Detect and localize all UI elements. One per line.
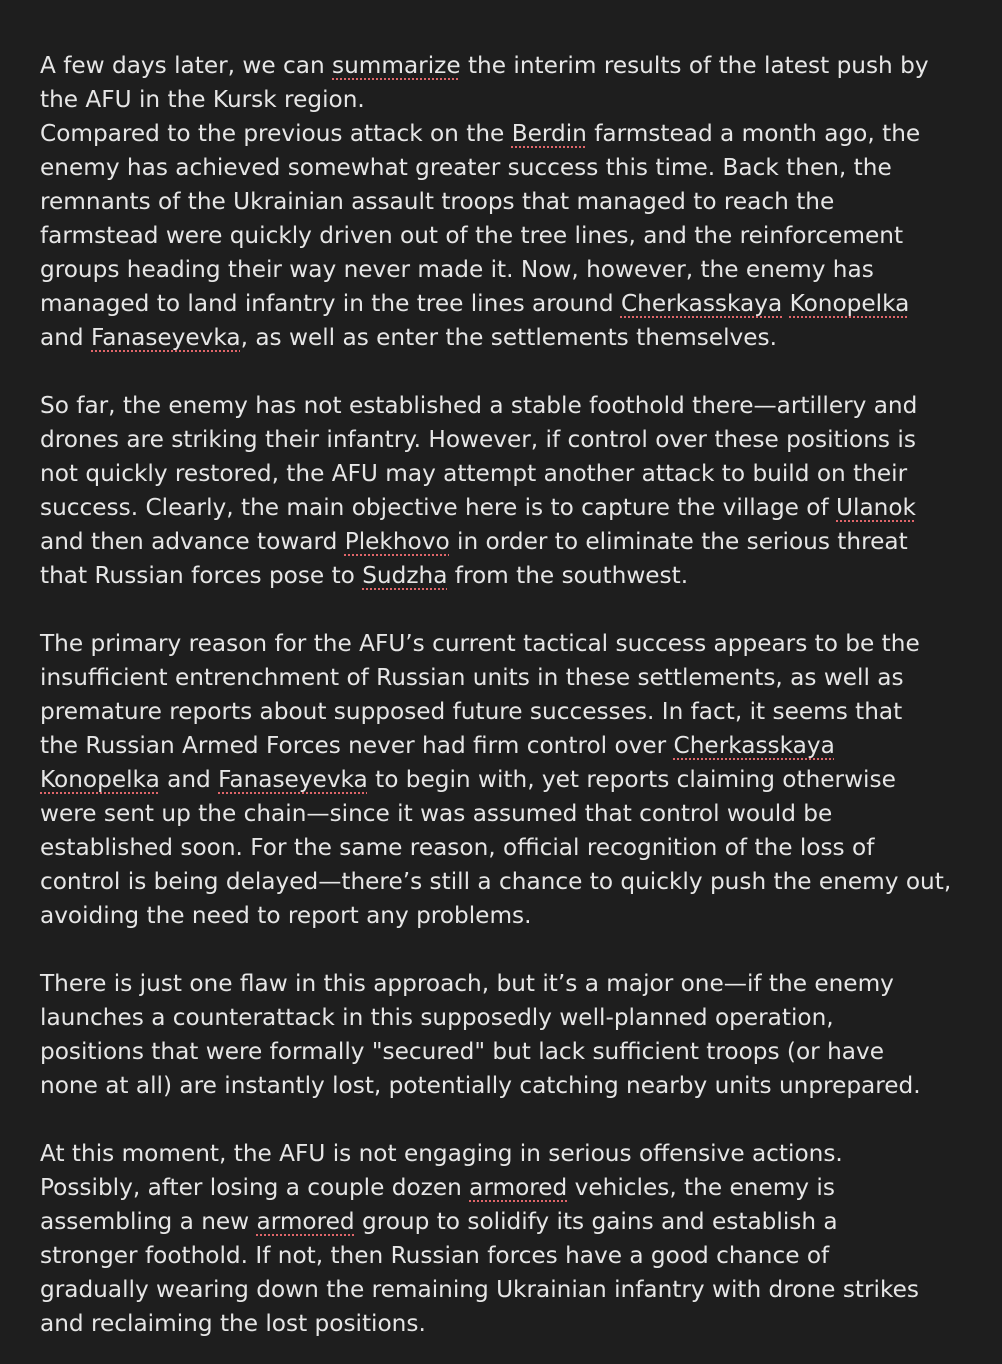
text-segment: the AFU in the Kursk region.	[40, 86, 365, 113]
spellcheck-flagged-word[interactable]: Sudzha	[362, 562, 448, 589]
text-segment: the interim results of the latest push by	[460, 52, 929, 79]
text-segment: remnants of the Ukrainian assault troops that managed to reach the	[40, 188, 835, 215]
text-segment	[782, 290, 789, 317]
text-segment: farmstead a month ago, the	[586, 120, 921, 147]
text-segment: There is just one flaw in this approach, but it’s a major one—if the enemy	[40, 970, 894, 997]
paragraph	[40, 627, 982, 933]
spellcheck-flagged-word[interactable]: Fanaseyevka	[218, 766, 368, 793]
spellcheck-flagged-word[interactable]: Ulanok	[836, 494, 916, 521]
text-segment: success. Clearly, the main objective here is to capture the village of	[40, 494, 837, 521]
text-segment: and	[159, 766, 219, 793]
spellcheck-flagged-word[interactable]: Konopelka	[40, 766, 160, 793]
text-segment: groups heading their way never made it. Now, however, the enemy has	[40, 256, 874, 283]
text-segment: The primary reason for the AFU’s current tactical success appears to be the	[40, 630, 920, 657]
text-segment: group to solidify its gains and establish a	[354, 1208, 838, 1235]
text-segment: in order to eliminate the serious threat	[449, 528, 908, 555]
text-segment: the Russian Armed Forces never had firm control over	[40, 732, 674, 759]
paragraph	[40, 967, 982, 1103]
text-segment: managed to land infantry in the tree lines around	[40, 290, 621, 317]
text-segment: At this moment, the AFU is not engaging in serious offensive actions.	[40, 1140, 843, 1167]
spellcheck-flagged-word[interactable]: armored	[469, 1174, 568, 1201]
text-segment: stronger foothold. If not, then Russian forces have a good chance of	[40, 1242, 830, 1269]
text-segment: none at all) are instantly lost, potentially catching nearby units unprepared.	[40, 1072, 921, 1099]
text-segment: and	[40, 324, 91, 351]
text-segment: positions that were formally "secured" but lack sufficient troops (or have	[40, 1038, 884, 1065]
text-segment: to begin with, yet reports claiming otherwise	[367, 766, 896, 793]
text-segment: that Russian forces pose to	[40, 562, 363, 589]
text-segment: not quickly restored, the AFU may attempt another attack to build on their	[40, 460, 908, 487]
text-segment: vehicles, the enemy is	[567, 1174, 835, 1201]
text-segment: So far, the enemy has not established a stable foothold there—artillery and	[40, 392, 918, 419]
text-segment: were sent up the chain—since it was assumed that control would be	[40, 800, 833, 827]
text-segment: insufficient entrenchment of Russian units in these settlements, as well as	[40, 664, 904, 691]
text-segment: launches a counterattack in this supposedly well-planned operation,	[40, 1004, 834, 1031]
text-segment: , as well as enter the settlements themselves.	[240, 324, 778, 351]
text-segment: premature reports about supposed future successes. In fact, it seems that	[40, 698, 903, 725]
spellcheck-flagged-word[interactable]: Cherkasskaya	[620, 290, 783, 317]
paragraph	[40, 1137, 982, 1341]
text-segment: Compared to the previous attack on the	[40, 120, 512, 147]
text-segment: gradually wearing down the remaining Ukrainian infantry with drone strikes	[40, 1276, 919, 1303]
text-segment: and then advance toward	[40, 528, 345, 555]
spellcheck-flagged-word[interactable]: Konopelka	[789, 290, 910, 317]
text-segment: from the southwest.	[447, 562, 689, 589]
text-segment: avoiding the need to report any problems.	[40, 902, 532, 929]
spellcheck-flagged-word[interactable]: Cherkasskaya	[673, 732, 835, 759]
text-segment: drones are striking their infantry. However, if control over these positions is	[40, 426, 916, 453]
text-segment: and reclaiming the lost positions.	[40, 1310, 426, 1337]
paragraph	[40, 389, 982, 593]
text-segment: farmstead were quickly driven out of the tree lines, and the reinforcement	[40, 222, 904, 249]
text-segment: established soon. For the same reason, official recognition of the loss of	[40, 834, 875, 861]
text-segment: Possibly, after losing a couple dozen	[40, 1174, 470, 1201]
paragraph	[40, 49, 982, 355]
spellcheck-flagged-word[interactable]: armored	[256, 1208, 355, 1235]
spellcheck-flagged-word[interactable]: summarize	[332, 52, 461, 79]
text-segment: assembling a new	[40, 1208, 257, 1235]
document-body	[40, 49, 982, 1341]
spellcheck-flagged-word[interactable]: Plekhovo	[344, 528, 450, 555]
spellcheck-flagged-word[interactable]: Berdin	[511, 120, 587, 147]
text-segment: enemy has achieved somewhat greater success this time. Back then, the	[40, 154, 892, 181]
text-segment: A few days later, we can	[40, 52, 333, 79]
text-segment: control is being delayed—there’s still a chance to quickly push the enemy out,	[40, 868, 952, 895]
spellcheck-flagged-word[interactable]: Fanaseyevka	[91, 324, 241, 351]
